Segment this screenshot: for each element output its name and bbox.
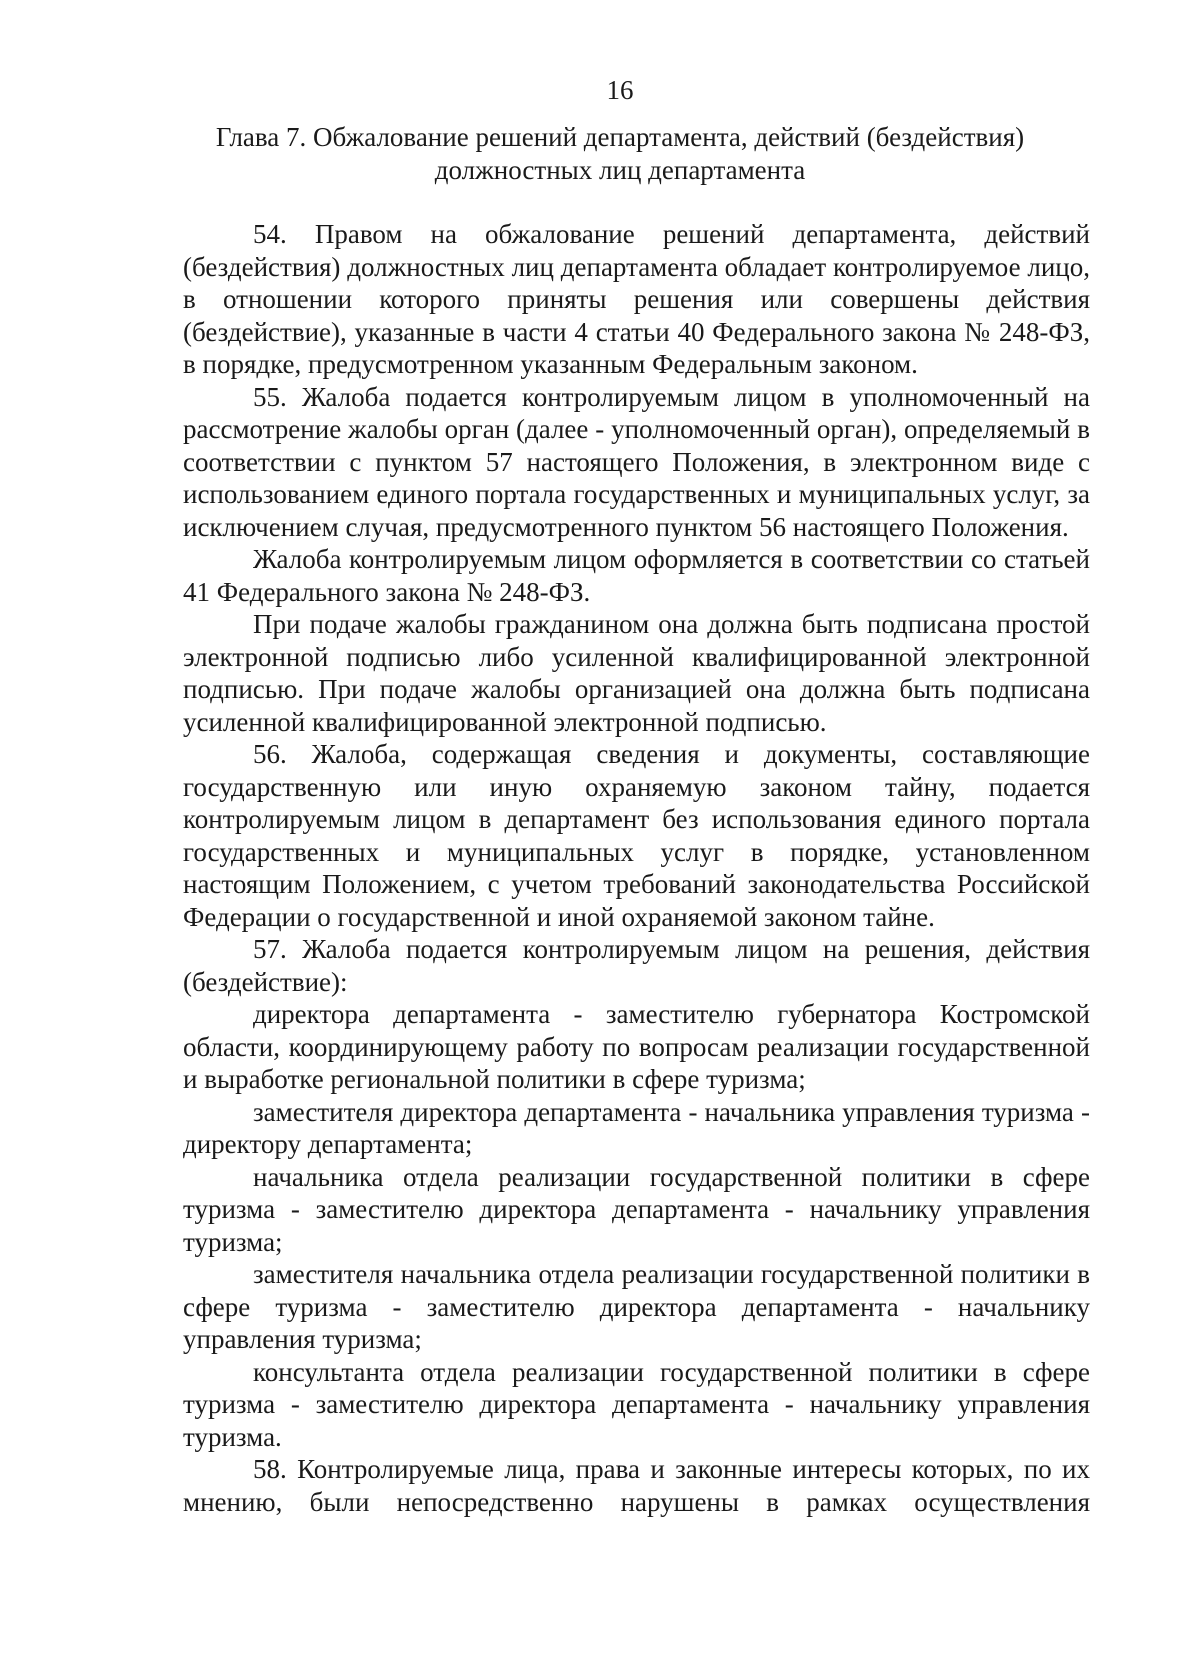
chapter-title-line-1: Глава 7. Обжалование решений департамента, действий (бездействия)	[215, 122, 1025, 152]
paragraph-55-form: Жалоба контролируемым лицом оформляется в соответствии со статьей 41 Федерального закона № 248-ФЗ.	[183, 544, 1090, 607]
paragraph-57-item-1: директора департамента - заместителю губернатора Костромской области, координирующему работу по вопросам реализации государственной и выработке региональной политики в сфере туризма;	[183, 999, 1090, 1094]
paragraph-55-signature: При подаче жалобы гражданином она должна быть подписана простой электронной подписью либо усиленной квалифицированной электронной подписью. При подаче жалобы организацией она должна быть подписана усиленной квалифицированной электронной подписью.	[183, 609, 1090, 737]
paragraph-57-item-4: заместителя начальника отдела реализации государственной политики в сфере туризма - заместителю директора департамента - начальнику управления туризма;	[183, 1259, 1090, 1354]
paragraph-58: 58. Контролируемые лица, права и законные интересы которых, по их мнению, были непосредственно нарушены в рамках осуществления	[183, 1454, 1090, 1517]
paragraph-55: 55. Жалоба подается контролируемым лицом в уполномоченный на рассмотрение жалобы орган (далее - уполномоченный орган), определяемый в соответствии с пунктом 57 настоящего Положения, в электронном виде с использованием единого портала государственных и муниципальных услуг, за исключением случая, предусмотренного пунктом 56 настоящего Положения.	[183, 381, 1090, 542]
document-body	[183, 218, 1090, 1518]
paragraph-57: 57. Жалоба подается контролируемым лицом на решения, действия (бездействие):	[183, 934, 1090, 997]
chapter-title	[160, 121, 1080, 186]
paragraph-57-item-2: заместителя директора департамента - начальника управления туризма - директору департамента;	[183, 1096, 1090, 1159]
paragraph-54: 54. Правом на обжалование решений департамента, действий (бездействия) должностных лиц департамента обладает контролируемое лицо, в отношении которого приняты решения или совершены действия (бездействие), указанные в части 4 статьи 40 Федерального закона № 248-ФЗ, в порядке, предусмотренном указанным Федеральным законом.	[183, 219, 1090, 379]
chapter-title-line-2: должностных лиц департамента	[434, 154, 806, 185]
paragraph-57-item-5: консультанта отдела реализации государственной политики в сфере туризма - заместителю директора департамента - начальнику управления туризма.	[183, 1356, 1090, 1452]
page-number: 16	[606, 75, 634, 105]
paragraph-56: 56. Жалоба, содержащая сведения и документы, составляющие государственную или иную охраняемую законом тайну, подается контролируемым лицом в департамент без использования единого портала государственных и муниципальных услуг в порядке, установленном настоящим Положением, с учетом требований законодательства Российской Федерации о государственной и иной охраняемой законом тайне.	[183, 739, 1090, 932]
paragraph-57-item-3: начальника отдела реализации государственной политики в сфере туризма - заместителю директора департамента - начальнику управления туризма;	[183, 1161, 1090, 1257]
